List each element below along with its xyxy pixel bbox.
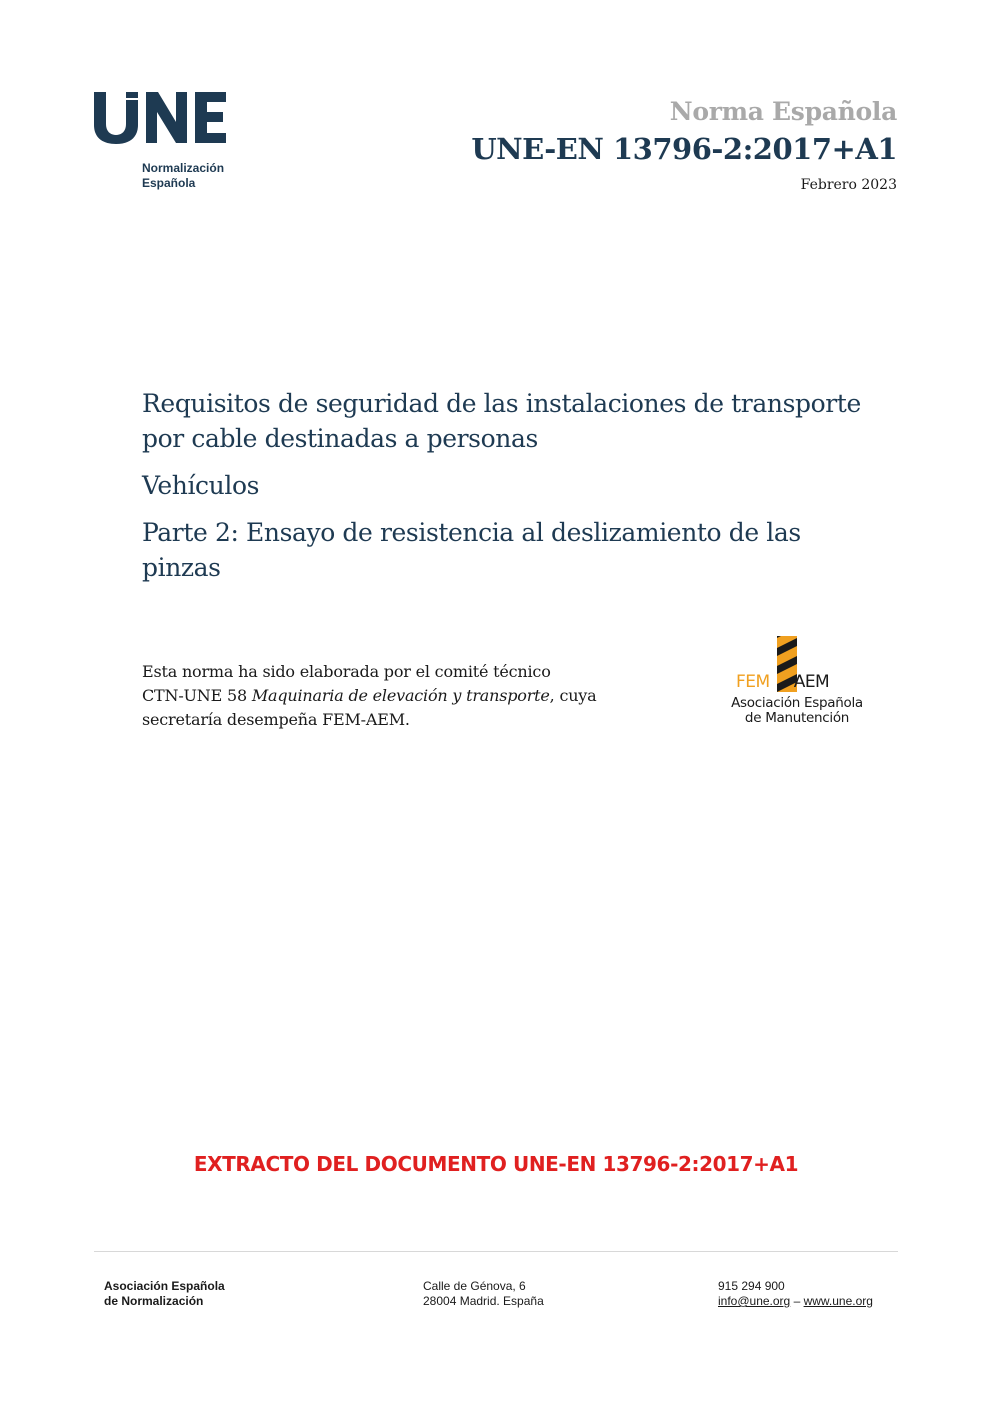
footer-separator: –	[790, 1294, 804, 1308]
footer-contact	[718, 1279, 873, 1309]
une-logo	[92, 88, 242, 198]
committee-line2	[142, 684, 662, 708]
committee-suffix: , cuya	[549, 686, 597, 705]
une-subtitle-line2: Española	[142, 176, 196, 190]
footer-addr-line1: Calle de Génova, 6	[423, 1279, 526, 1293]
fem-aem-logo	[716, 636, 876, 736]
title-part-line1: Parte 2: Ensayo de resistencia al deslizamiento de las	[142, 518, 801, 547]
fem-word: FEM	[736, 672, 770, 692]
committee-prefix: CTN-UNE 58	[142, 686, 252, 705]
email-link[interactable]: info@une.org	[718, 1294, 791, 1308]
website-link[interactable]: www.une.org	[803, 1294, 873, 1308]
committee-line3: secretaría desempeña FEM-AEM.	[142, 710, 410, 729]
footer-phone: 915 294 900	[718, 1279, 785, 1293]
title-subtitle: Vehículos	[142, 471, 260, 500]
title-line2: por cable destinadas a personas	[142, 424, 538, 453]
footer-org-line1: Asociación Española	[104, 1279, 225, 1293]
footer-org-line2: de Normalización	[104, 1294, 204, 1308]
aem-word: AEM	[793, 672, 830, 692]
document-title	[142, 386, 902, 597]
title-part	[142, 515, 902, 585]
title-main	[142, 386, 902, 456]
fem-aem-wordmark	[736, 672, 829, 692]
footer-address	[423, 1279, 544, 1309]
footer-links	[718, 1294, 873, 1309]
norma-label: Norma Española	[669, 97, 897, 126]
title-part-line2: pinzas	[142, 553, 221, 582]
extract-notice: EXTRACTO DEL DOCUMENTO UNE-EN 13796-2:2017+A1	[193, 1152, 799, 1176]
committee-text	[142, 660, 662, 732]
committee-line1: Esta norma ha sido elaborada por el comité técnico	[142, 662, 551, 681]
norma-code: UNE-EN 13796-2:2017+A1	[471, 132, 897, 166]
une-subtitle-line1: Normalización	[142, 161, 225, 175]
fem-sub-line2: de Manutención	[744, 710, 850, 726]
fem-sub-line1: Asociación Española	[731, 695, 863, 711]
fem-aem-subtitle	[722, 696, 872, 726]
committee-name: Maquinaria de elevación y transporte	[251, 686, 550, 705]
norma-date: Febrero 2023	[800, 177, 897, 193]
footer-addr-line2: 28004 Madrid. España	[423, 1294, 544, 1308]
une-logo-subtitle	[142, 161, 224, 191]
une-wordmark-icon	[92, 88, 232, 146]
footer-divider	[94, 1251, 898, 1252]
title-line1: Requisitos de seguridad de las instalaciones de transporte	[142, 389, 861, 418]
footer-organization	[104, 1279, 225, 1309]
